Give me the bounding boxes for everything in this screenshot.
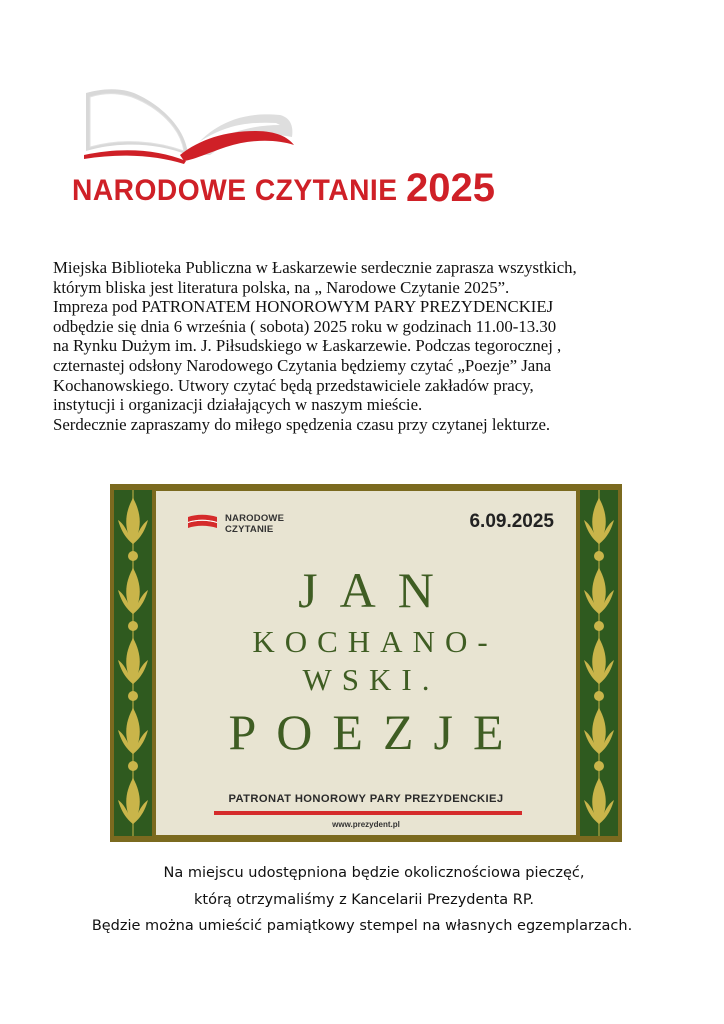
poster-title-jan: JAN bbox=[298, 562, 456, 618]
intro-paragraph bbox=[53, 258, 693, 434]
narodowe-czytanie-book-icon bbox=[186, 513, 219, 531]
folk-ornament-border-right bbox=[576, 484, 622, 842]
poster-title-poezje: POEZJE bbox=[228, 704, 524, 760]
poster-badge-text bbox=[225, 513, 284, 535]
poster-panel bbox=[156, 491, 576, 835]
outro-paragraph bbox=[0, 860, 724, 940]
outro-line: Na miejscu udostępniona będzie okolicznościowa pieczęć, bbox=[163, 865, 585, 881]
poster-badge-line2: CZYTANIE bbox=[225, 524, 274, 535]
intro-line: czternastej odsłony Narodowego Czytania będziemy czytać „Poezje” Jana bbox=[53, 355, 552, 375]
logo-year: 2025 bbox=[406, 166, 495, 210]
open-book-icon bbox=[80, 85, 300, 165]
intro-line: którym bliska jest literatura polska, na „ Narodowe Czytanie 2025”. bbox=[53, 277, 510, 297]
logo-wordmark: NARODOWE CZYTANIE bbox=[72, 174, 398, 207]
poster-website: www.prezydent.pl bbox=[332, 820, 400, 829]
poster-badge-line1: NARODOWE bbox=[225, 513, 285, 524]
intro-line: Serdecznie zapraszamy do miłego spędzenia czasu przy czytanej lekturze. bbox=[53, 414, 551, 434]
intro-line: Miejska Biblioteka Publiczna w Łaskarzewie serdecznie zaprasza wszystkich, bbox=[53, 258, 577, 277]
intro-line: na Rynku Dużym im. J. Piłsudskiego w Łaskarzewie. Podczas tegorocznej , bbox=[53, 336, 562, 356]
poster-date: 6.09.2025 bbox=[469, 511, 554, 532]
event-poster bbox=[110, 484, 622, 842]
poster-red-rule bbox=[214, 811, 522, 815]
intro-line: Kochanowskiego. Utwory czytać będą przedstawiciele zakładów pracy, bbox=[53, 375, 534, 395]
outro-line: Będzie można umieścić pamiątkowy stempel na własnych egzemplarzach. bbox=[91, 918, 633, 934]
poster-title-wski: WSKI. bbox=[302, 662, 440, 697]
intro-line: instytucji i organizacji działających w naszym mieście. bbox=[53, 395, 423, 415]
folk-ornament-border-left bbox=[110, 484, 156, 842]
intro-line: Impreza pod PATRONATEM HONOROWYM PARY PREZYDENCKIEJ bbox=[53, 297, 554, 317]
outro-line: którą otrzymaliśmy z Kancelarii Prezydenta RP. bbox=[194, 891, 534, 908]
intro-line: odbędzie się dnia 6 września ( sobota) 2025 roku w godzinach 11.00-13.30 bbox=[53, 316, 557, 336]
poster-patronage: PATRONAT HONOROWY PARY PREZYDENCKIEJ bbox=[228, 793, 504, 805]
poster-title-kochano: KOCHANO- bbox=[252, 624, 498, 659]
